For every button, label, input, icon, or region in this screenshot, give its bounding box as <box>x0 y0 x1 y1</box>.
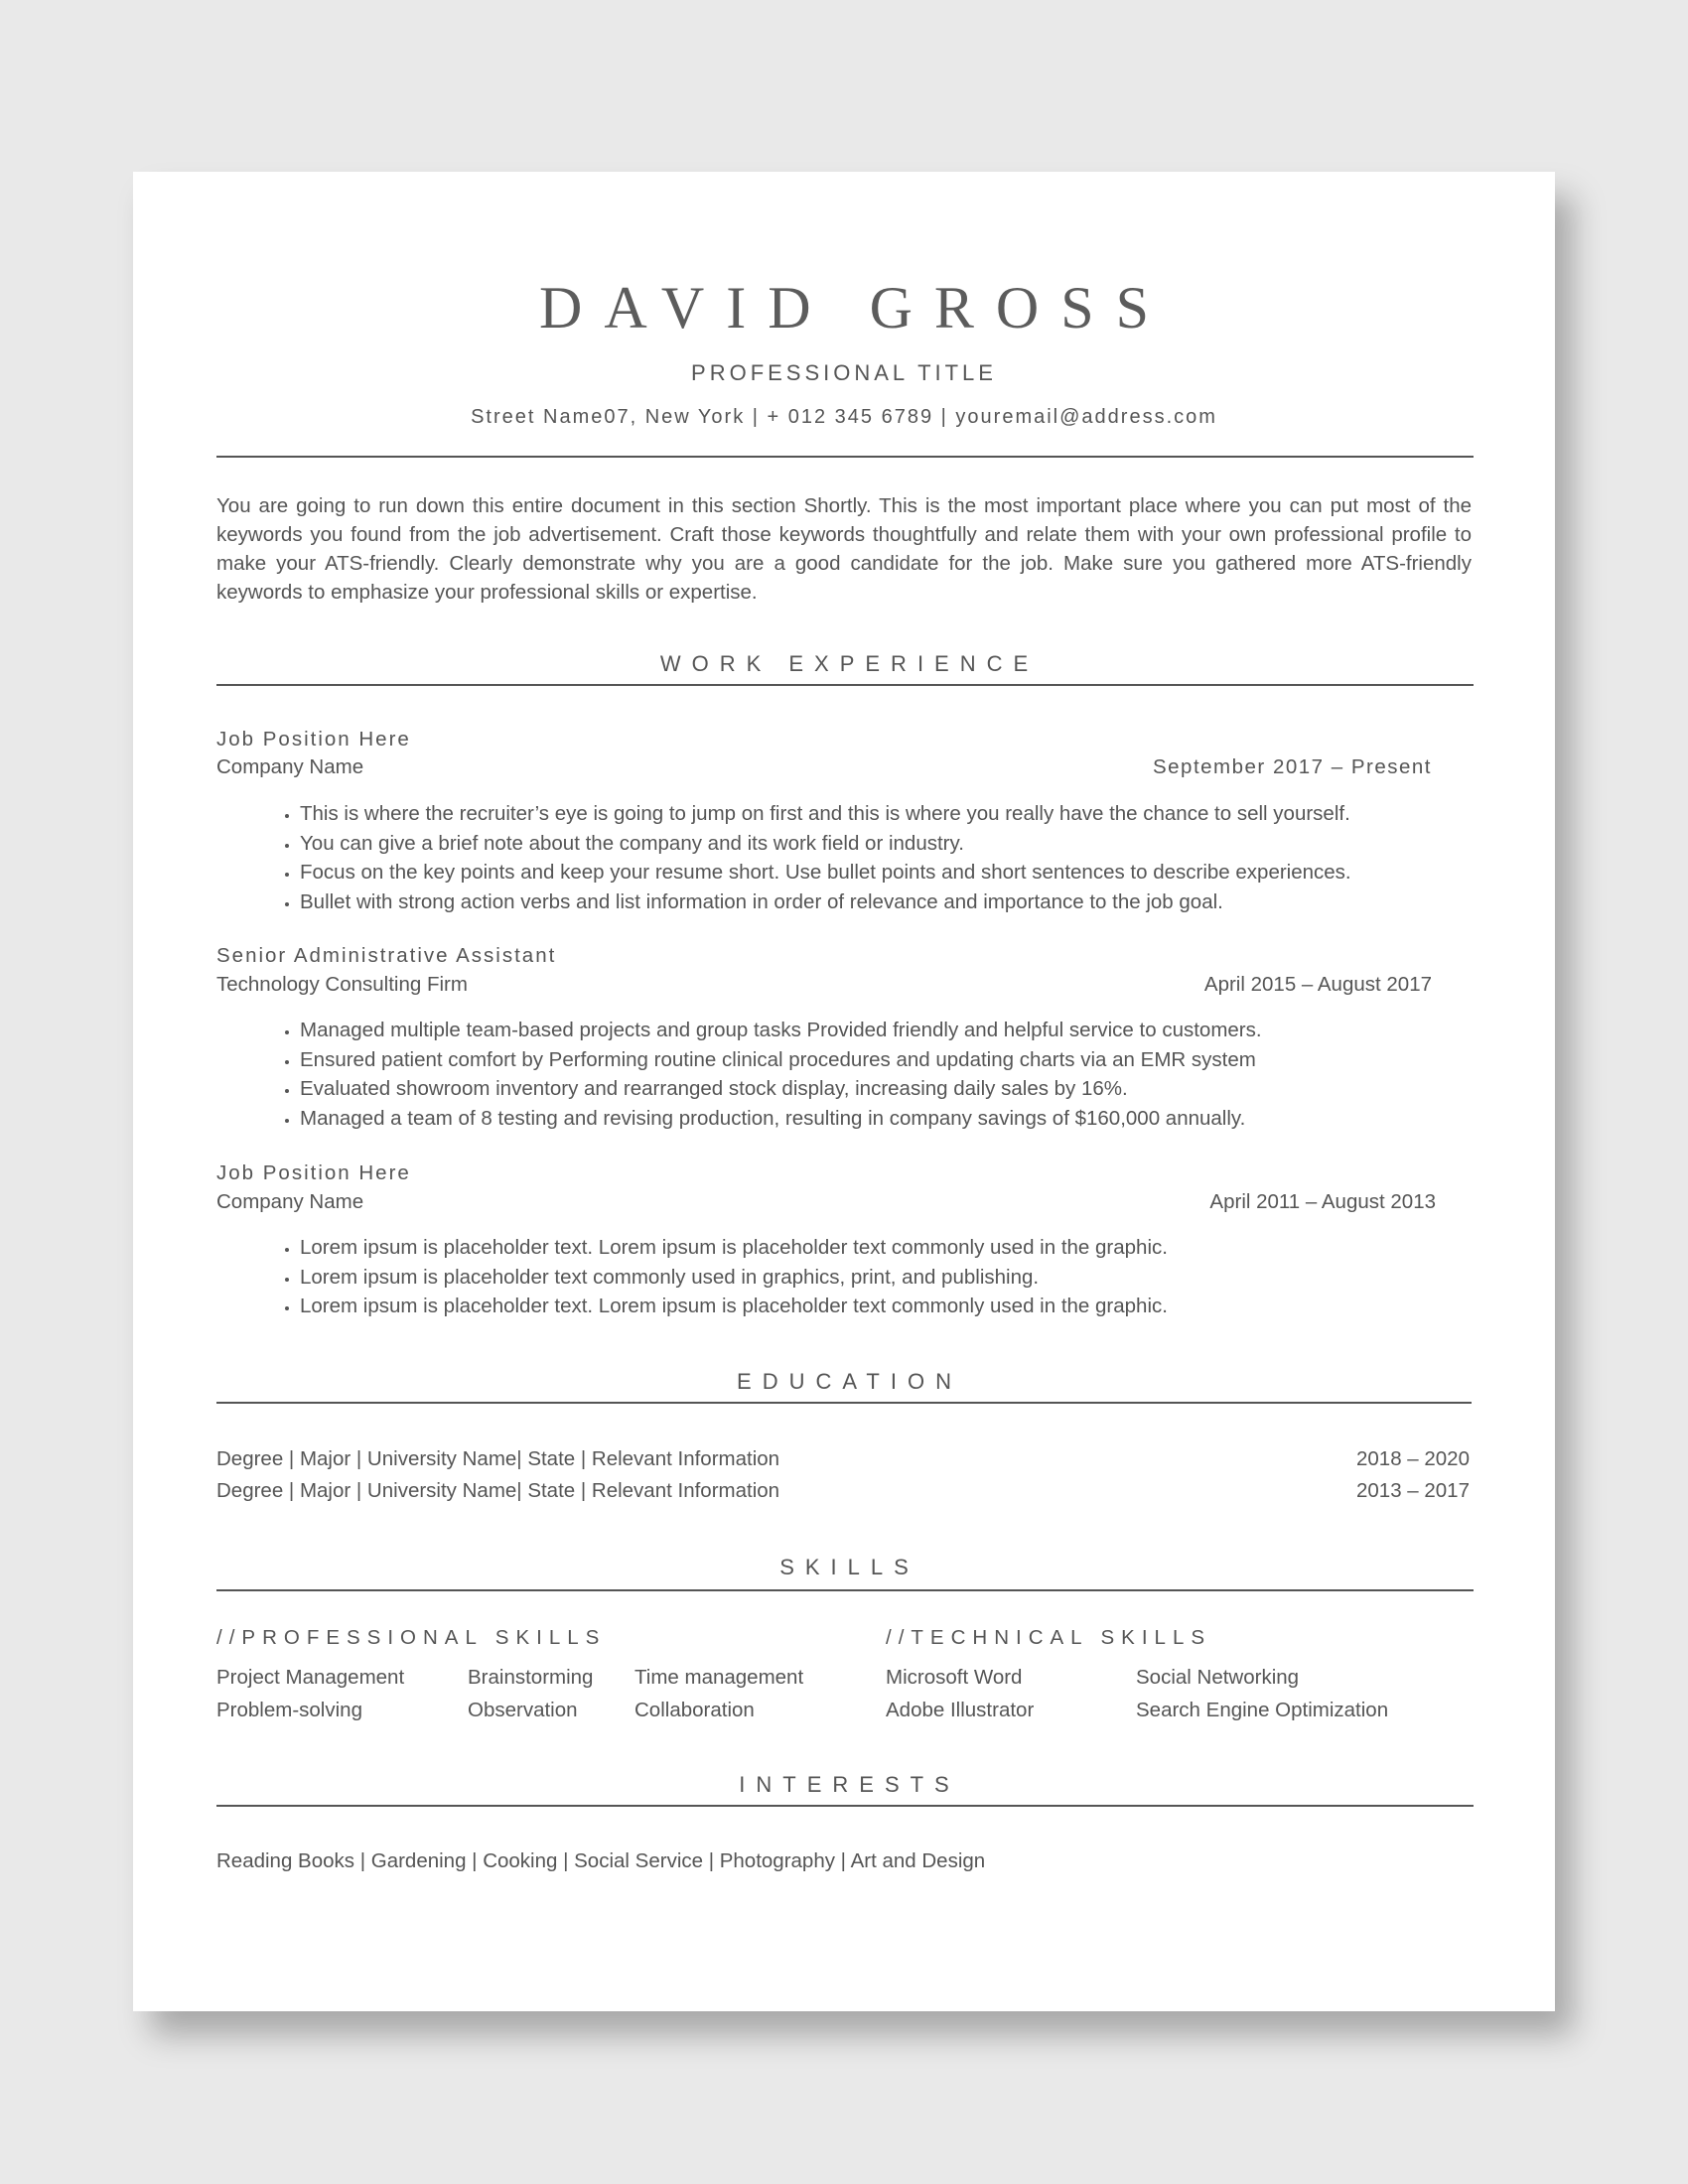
interests-list: Reading Books | Gardening | Cooking | Social Service | Photography | Art and Design <box>216 1849 986 1872</box>
job-bullet: • Bullet with strong action verbs and list information in order of relevance and importance to the job goal. <box>300 887 1491 917</box>
skills-heading: SKILLS <box>779 1555 919 1579</box>
job-bullets <box>266 799 1491 916</box>
job-position: Senior Administrative Assistant <box>216 944 557 967</box>
education-heading: EDUCATION <box>737 1369 962 1394</box>
job-dates: April 2011 – August 2013 <box>1209 1190 1436 1213</box>
contact-line: Street Name07, New York | + 012 345 6789 | youremail@address.com <box>471 406 1217 428</box>
job-bullets <box>266 1233 1491 1321</box>
skill-item: Project Management <box>216 1666 405 1689</box>
job-bullet: • Ensured patient comfort by Performing routine clinical procedures and updating charts via an EMR system <box>300 1045 1491 1075</box>
education-details: Degree | Major | University Name| State | Relevant Information <box>216 1479 780 1502</box>
header-divider <box>216 456 1474 458</box>
job-bullet: • Lorem ipsum is placeholder text. Lorem ipsum is placeholder text commonly used in the graphic. <box>300 1292 1491 1321</box>
education-divider <box>216 1402 1472 1404</box>
job-bullet: • Focus on the key points and keep your resume short. Use bullet points and short sentences to describe experiences. <box>300 858 1491 887</box>
job-position: Job Position Here <box>216 1161 411 1184</box>
job-company: Technology Consulting Firm <box>216 973 468 996</box>
interests-heading: INTERESTS <box>739 1772 960 1797</box>
work-experience-heading: WORK EXPERIENCE <box>659 651 1040 676</box>
job-bullet: • Lorem ipsum is placeholder text. Lorem ipsum is placeholder text commonly used in the graphic. <box>300 1233 1491 1263</box>
education-years: 2018 – 2020 <box>1355 1447 1470 1470</box>
job-bullet: • Lorem ipsum is placeholder text commonly used in graphics, print, and publishing. <box>300 1263 1491 1293</box>
job-company: Company Name <box>216 1190 364 1213</box>
professional-title: PROFESSIONAL TITLE <box>691 360 997 385</box>
interests-divider <box>216 1805 1474 1807</box>
candidate-name: DAVID GROSS <box>539 275 1171 341</box>
education-row <box>216 1447 1470 1471</box>
job-company: Company Name <box>216 755 364 778</box>
job-bullet: • Managed multiple team-based projects and group tasks Provided friendly and helpful service to customers. <box>300 1016 1491 1045</box>
skill-item: Collaboration <box>634 1699 755 1721</box>
resume-page <box>133 172 1555 2011</box>
job-position: Job Position Here <box>216 728 411 751</box>
job-bullet: • This is where the recruiter’s eye is going to jump on first and this is where you really have the chance to sell yourself. <box>300 799 1491 829</box>
education-row <box>216 1479 1470 1503</box>
technical-skills-heading: //TECHNICAL SKILLS <box>886 1626 1212 1649</box>
education-years: 2013 – 2017 <box>1355 1479 1470 1502</box>
professional-skills-heading: //PROFESSIONAL SKILLS <box>216 1626 607 1649</box>
job-bullet: • Managed a team of 8 testing and revising production, resulting in company savings of $160,000 annually. <box>300 1104 1491 1134</box>
work-experience-divider <box>216 684 1474 686</box>
job-bullets <box>266 1016 1491 1133</box>
job-dates: September 2017 – Present <box>1152 755 1432 778</box>
skill-item: Search Engine Optimization <box>1136 1699 1389 1721</box>
skill-item: Microsoft Word <box>886 1666 1023 1689</box>
summary-paragraph: You are going to run down this entire document in this section Shortly. This is the most important place where you can put most of the keywords you found from the job advertisement. Craft those keywords thoughtfully and relate them with your own professional profile to make your ATS-friendly. Clearly demonstrate why you are a good candidate for the job. Make sure you gathered more ATS-friendly keywords to emphasize your professional skills or expertise. <box>216 494 1472 604</box>
skill-item: Observation <box>468 1699 578 1721</box>
education-details: Degree | Major | University Name| State | Relevant Information <box>216 1447 780 1470</box>
job-bullet: • You can give a brief note about the company and its work field or industry. <box>300 829 1491 859</box>
job-dates: April 2015 – August 2017 <box>1203 973 1432 996</box>
job-bullet: • Evaluated showroom inventory and rearranged stock display, increasing daily sales by 16%. <box>300 1074 1491 1104</box>
skill-item: Adobe Illustrator <box>886 1699 1035 1721</box>
skill-item: Social Networking <box>1136 1666 1300 1689</box>
skill-item: Time management <box>634 1666 804 1689</box>
skill-item: Brainstorming <box>468 1666 594 1689</box>
skill-item: Problem-solving <box>216 1699 362 1721</box>
skills-divider <box>216 1589 1474 1591</box>
